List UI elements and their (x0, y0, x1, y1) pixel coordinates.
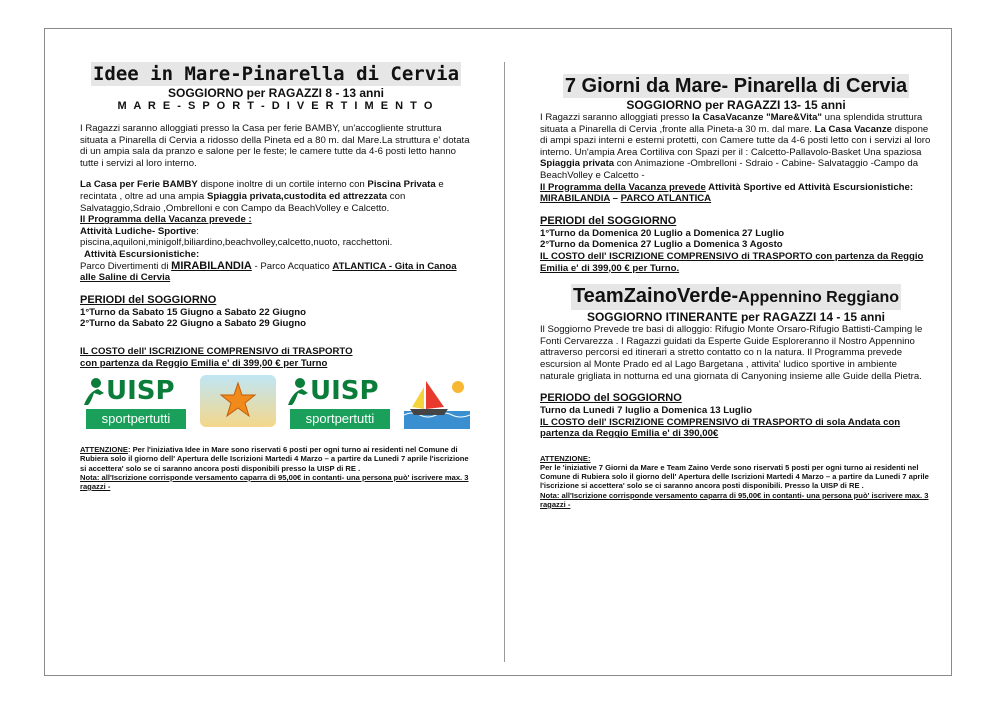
left-ludiche-line: Attività Ludiche- Sportive: (80, 225, 199, 237)
left-parco-line (80, 261, 472, 284)
left-title-wrap (80, 62, 472, 86)
uisp-tag-2: sportpertutti (290, 409, 390, 429)
uisp-runner-icon-2 (284, 377, 312, 407)
left-escursioni-label: Attività Escursionistiche: (84, 248, 200, 260)
right-spiaggia: Spiaggia privata (540, 158, 615, 170)
right-nota: Nota: all'Iscrizione corrisponde versamento caparra di 95,00€ in contanti- una persona può' iscrivere max. 3 ragazzi - (540, 490, 929, 509)
left-programma-heading: Il Programma della Vacanza prevede : (80, 214, 252, 226)
uisp-tag: sportpertutti (86, 409, 186, 429)
column-divider (504, 62, 505, 662)
right-costo-2: IL COSTO dell' ISCRIZIONE COMPRENSIVO di TRASPORTO di sola Andata con partenza da Reggio Emilia e' di 390,00€ (540, 416, 901, 440)
left-turno-2: 2°Turno da Sabato 22 Giugno a Sabato 29 Giugno (80, 318, 306, 330)
left-casa-text-1: dispone inoltre di un cortile interno con (197, 179, 368, 191)
right-intro-3: dispone di ampi spazi interni e esterni protetti, con Camere tutte da 4-6 posti letto con i servizi al loro interno. Un'ampia Area Cortiliva con Spazi per il : Calcetto-Pallavolo-Basket Una spaziosa (540, 123, 931, 158)
uisp-word-2: UISP (310, 376, 379, 407)
sailboat-icon (404, 375, 470, 429)
left-atlantica: ATLANTICA - Gita in Canoa alle Saline di Cervia (80, 260, 457, 284)
team-title-b: Appennino Reggiano (738, 289, 900, 307)
left-parco-text-2: - Parco Acquatico (251, 260, 333, 272)
left-mirabilandia: MIRABILANDIA (171, 259, 252, 272)
uisp-logo-2 (284, 375, 396, 431)
left-tagline: M A R E - S P O R T - D I V E R T I M E N T O (117, 100, 435, 112)
right-costo: IL COSTO dell' ISCRIZIONE COMPRENSIVO di TRASPORTO con partenza da Reggio Emilia e' di 399,00 € per Turno. (540, 250, 924, 274)
right-column (540, 74, 932, 509)
left-casa-paragraph (80, 179, 472, 214)
right-title-wrap (540, 74, 932, 98)
left-ludiche-list: piscina,aquiloni,minigolf,biliardino,beachvolley,calcetto,nuoto, racchettoni. (80, 237, 393, 249)
team-title-a: TeamZainoVerde- (572, 285, 739, 308)
starfish-beach-image (200, 375, 276, 427)
right-programma-heading: Il Programma della Vacanza prevede (540, 181, 706, 193)
left-spiaggia: Spiaggia privata,custodita ed attrezzata (206, 190, 388, 202)
right-casa-name: la CasaVacanze "Mare&Vita" (692, 112, 822, 123)
left-attenzione-text: : Per l'iniziativa Idee in Mare sono riservati 6 posti per ogni turno ai residenti nel Comune di Rubiera solo il giorno dell' Apertura delle Iscrizioni Martedi 4 Marzo – a partire da Lunedi 7 aprile l'iscrizione si accettera' solo se ci saranno ancora posti disponibili presso la UISP di RE . (80, 445, 469, 473)
left-intro: I Ragazzi saranno alloggiati presso la Casa per ferie BAMBY, un'accogliente struttura situata a Pinarella di Cervia a ridosso della Pineta ed a 80 m. dal Mare.La struttura e' dotata di un ampia sala da pranzo e salone per le feste; le camere tutte da 4-6 posti letto hanno tutte i servizi al loro interno. (80, 123, 470, 169)
left-piscina: Piscina Privata (367, 179, 436, 191)
team-title-wrap (540, 284, 932, 310)
right-casa-label: La Casa Vacanze (814, 123, 892, 135)
uisp-logo (80, 375, 192, 431)
left-attenzione-label: ATTENZIONE (80, 445, 128, 455)
left-costo-1: IL COSTO dell' ISCRIZIONE COMPRENSIVO di TRASPORTO (80, 345, 353, 357)
right-attenzione-text: Per le 'iniziative 7 Giorni da Mare e Team Zaino Verde sono riservati 5 posti per ogni turno ai residenti nel Comune di Rubiera solo il giorno dell' Apertura delle Iscrizioni Martedi 4 Marzo – a partire da Lunedi 7 aprile l'iscrizione si accettera' solo se ci saranno ancora posti disponibili. Presso la UISP di RE . (540, 463, 929, 491)
team-subtitle: SOGGIORNO ITINERANTE per RAGAZZI 14 - 15 anni (586, 310, 886, 325)
right-attenzione-label: ATTENZIONE: (540, 453, 591, 463)
left-column (80, 62, 472, 491)
right-mirabilandia: MIRABILANDIA (540, 193, 610, 205)
logo-strip (80, 375, 472, 435)
uisp-runner-icon (80, 377, 108, 407)
right-programma-text: Attività Sportive ed Attività Escursionistiche: (705, 181, 914, 193)
uisp-word: UISP (106, 376, 175, 407)
right-periodo-heading: PERIODO del SOGGIORNO (540, 392, 682, 405)
left-casa-text-3: con Salvataggio,Sdraio ,Ombrelloni e con Campo da BeachVolley e Calcetto. (80, 190, 406, 214)
right-periodo: Turno da Lunedi 7 luglio a Domenica 13 Luglio (540, 405, 752, 417)
left-subtitle: SOGGIORNO per RAGAZZI 8 - 13 anni (167, 86, 385, 100)
right-dash: – (610, 193, 621, 205)
sailboat-image (404, 375, 470, 429)
right-atlantica: PARCO ATLANTICA (620, 193, 712, 205)
left-nota: Nota: all'Iscrizione corrisponde versamento caparra di 95,00€ in contanti- una persona può' iscrivere max. 3 ragazzi - (80, 472, 469, 491)
left-ludiche-label: Attività Ludiche- Sportive (80, 225, 197, 237)
right-intro (540, 112, 932, 182)
right-intro-2: una splendida struttura situata a Pinarella di Cervia ,fronte alla Pineta-a 30 m. dal mare. (540, 112, 923, 135)
left-casa-text-2: e recintata , oltre ad una ampia (80, 179, 444, 202)
left-turno-1: 1°Turno da Sabato 15 Giugno a Sabato 22 Giugno (80, 306, 306, 318)
right-title: 7 Giorni da Mare- Pinarella di Cervia (564, 75, 908, 97)
starfish-icon (200, 375, 276, 427)
right-programma (540, 182, 932, 205)
team-title (571, 284, 901, 310)
left-title: Idee in Mare-Pinarella di Cervia (92, 63, 460, 85)
right-subtitle: SOGGIORNO per RAGAZZI 13- 15 anni (626, 98, 846, 112)
right-intro-4: con Animazione -Ombrelloni - Sdraio - Cabine- Salvataggio -Campo da BeachVolley e Calcetto - (540, 158, 919, 181)
team-paragraph: Il Soggiorno Prevede tre basi di alloggio: Rifugio Monte Orsaro-Rifugio Battisti-Camping le Fonti Cervarezza . I Ragazzi guidati da Esperte Guide Esploreranno il Nostro Appennino attraverso percorsi ed itinerari a stretto contatto co n la natura. Il Programma prevede escursion al Monte Prado ed al Lago Bargetana , attivita' ludico sportive in ambiente naturale grigliata in notturna ed una giornata di Canyoning insieme alle Guide della Pietra. (540, 324, 923, 382)
left-parco-text: Parco Divertimenti di (80, 260, 172, 272)
left-casa-name: La Casa per Ferie BAMBY (80, 179, 198, 191)
left-periodi-heading: PERIODI del SOGGIORNO (80, 293, 217, 306)
left-costo-2: con partenza da Reggio Emilia e' di 399,00 € per Turno (80, 357, 328, 369)
right-turno-2: 2°Turno da Domenica 27 Luglio a Domenica 3 Agosto (540, 239, 783, 251)
left-attenzione (80, 445, 472, 473)
right-turno-1: 1°Turno da Domenica 20 Luglio a Domenica 27 Luglio (540, 227, 785, 239)
right-periodi-heading: PERIODI del SOGGIORNO (540, 214, 677, 227)
right-intro-1: I Ragazzi saranno alloggiati presso (540, 112, 692, 123)
